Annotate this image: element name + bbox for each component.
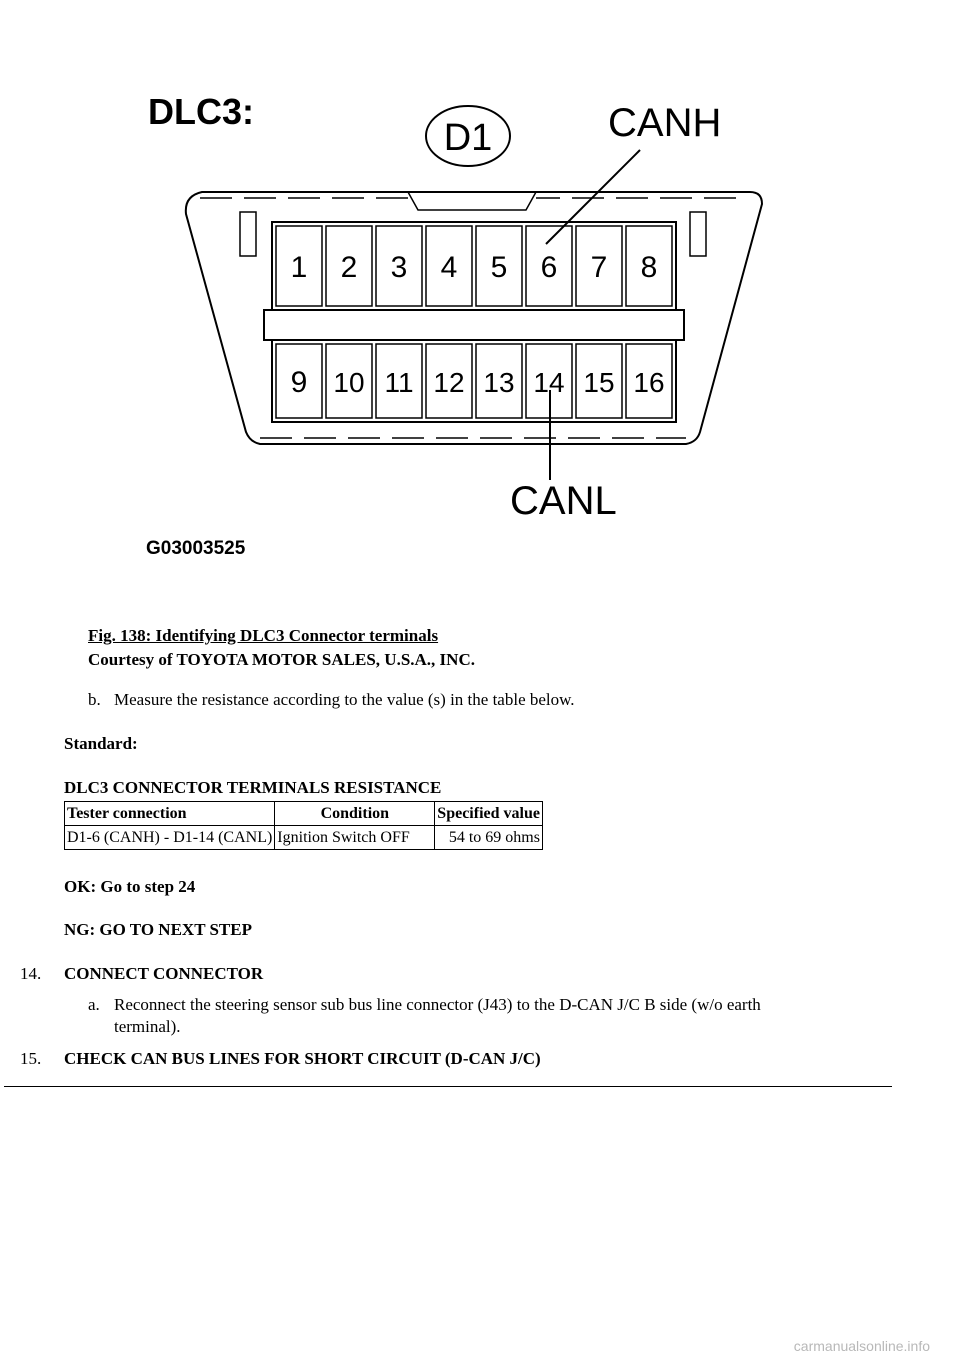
step-14a-line1: Reconnect the steering sensor sub bus line connector (J43) to the D-CAN J/C B side (w/o earth: [114, 995, 761, 1014]
header-condition: Condition: [275, 802, 435, 826]
pin-label-15: 15: [583, 367, 615, 398]
pin-label-13: 13: [483, 367, 515, 398]
table-header-row: [65, 802, 543, 826]
cell-tester-connection: D1-6 (CANH) - D1-14 (CANL): [65, 826, 275, 850]
left-latch: [240, 212, 256, 256]
pin-label-9: 9: [290, 366, 308, 399]
figure-heading: DLC3:: [148, 91, 254, 132]
step-15-number: 15.: [20, 1049, 42, 1068]
cell-specified-value: 54 to 69 ohms: [435, 826, 543, 850]
page-divider: [4, 1086, 892, 1087]
connector-id-label: D1: [443, 117, 493, 159]
table-title: DLC3 CONNECTOR TERMINALS RESISTANCE: [64, 778, 442, 797]
ok-result: OK: Go to step 24: [64, 877, 196, 896]
pin-label-4: 4: [440, 251, 458, 284]
step-b-text: Measure the resistance according to the value (s) in the table below.: [114, 690, 575, 709]
step-14-title: CONNECT CONNECTOR: [64, 964, 264, 983]
figure-code: G03003525: [146, 538, 246, 559]
step-14a-line2: terminal).: [114, 1017, 181, 1036]
pin-label-5: 5: [490, 251, 508, 284]
figure-caption: [88, 624, 475, 672]
right-latch: [690, 212, 706, 256]
standard-label: Standard:: [64, 734, 138, 753]
canl-label: CANL: [510, 479, 617, 523]
pin-label-7: 7: [590, 251, 608, 284]
pin-label-11: 11: [384, 367, 414, 398]
pin-label-1: 1: [290, 251, 308, 284]
connector-key: [408, 192, 536, 210]
step-14a-marker: a.: [88, 995, 100, 1014]
pins-top-row: [276, 226, 672, 306]
pin-label-6: 6: [540, 251, 558, 284]
step-b-marker: b.: [88, 690, 101, 709]
center-rail: [264, 310, 684, 340]
pin-label-16: 16: [633, 367, 665, 398]
pin-label-12: 12: [433, 367, 465, 398]
dlc3-connector-diagram: [140, 80, 780, 560]
pin-label-3: 3: [390, 251, 408, 284]
pin-block-top: [272, 222, 676, 310]
pin-label-8: 8: [640, 251, 658, 284]
pin-label-2: 2: [340, 251, 358, 284]
pins-bottom-row: [276, 344, 672, 418]
header-tester-connection: Tester connection: [65, 802, 275, 826]
step-14-number: 14.: [20, 964, 42, 983]
ng-result: NG: GO TO NEXT STEP: [64, 920, 252, 939]
pin-label-10: 10: [333, 367, 365, 398]
cell-condition: Ignition Switch OFF: [275, 826, 435, 850]
table-row: [65, 826, 543, 850]
step-15-title: CHECK CAN BUS LINES FOR SHORT CIRCUIT (D-CAN J/C): [64, 1049, 541, 1068]
header-specified-value: Specified value: [435, 802, 543, 826]
canh-label: CANH: [608, 101, 722, 145]
watermark: carmanualsonline.info: [793, 1338, 930, 1354]
figure-courtesy: Courtesy of TOYOTA MOTOR SALES, U.S.A., INC.: [88, 650, 475, 669]
pin-label-14: 14: [533, 367, 565, 398]
figure-title: Fig. 138: Identifying DLC3 Connector terminals: [88, 626, 439, 645]
resistance-table: [64, 801, 543, 850]
